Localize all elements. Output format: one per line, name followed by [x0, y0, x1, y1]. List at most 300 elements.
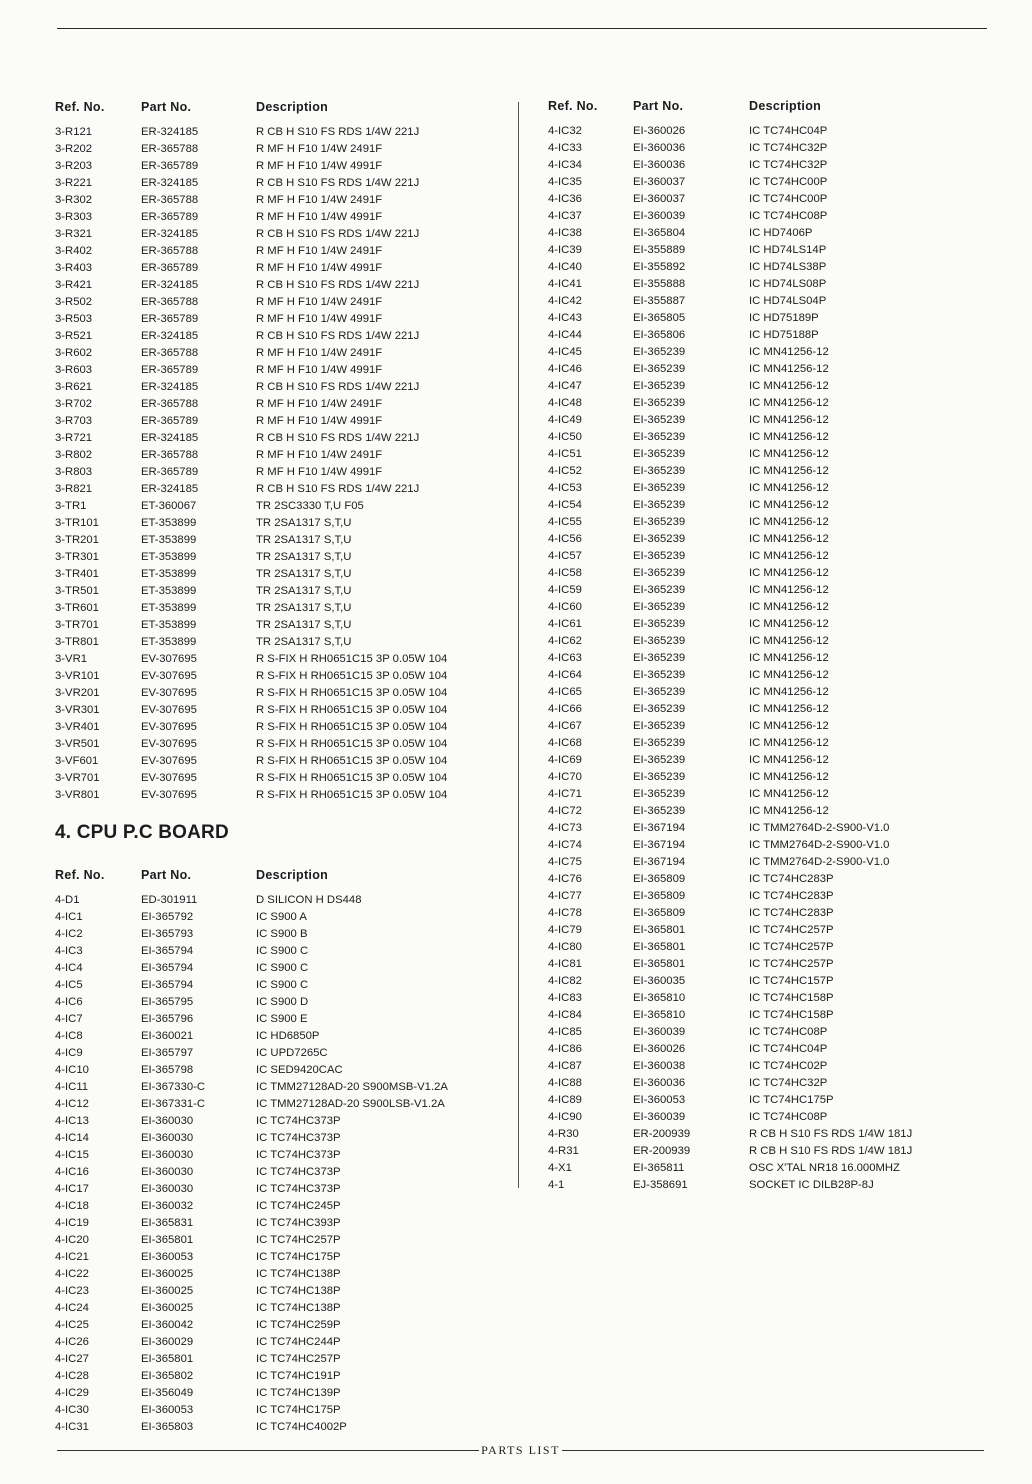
table-row	[55, 685, 495, 702]
description: IC TC74HC257P	[749, 958, 834, 970]
description: IC TC74HC373P	[256, 1132, 341, 1144]
table-row	[548, 242, 978, 259]
table-row	[55, 943, 495, 960]
ref-no: 3-VR201	[55, 687, 100, 699]
description: R MF H F10 1/4W 2491F	[256, 296, 383, 308]
part-no: EI-365802	[141, 1370, 194, 1382]
description: R CB H S10 FS RDS 1/4W 221J	[256, 126, 420, 138]
part-no: ET-353899	[141, 551, 197, 563]
part-no: EI-365801	[633, 958, 686, 970]
table-row	[548, 140, 978, 157]
description: R CB H S10 FS RDS 1/4W 181J	[749, 1128, 913, 1140]
ref-no: 4-IC33	[548, 142, 582, 154]
part-no: ET-353899	[141, 636, 197, 648]
table-row	[548, 276, 978, 293]
description: IC TC74HC08P	[749, 1026, 828, 1038]
description: IC MN41256-12	[749, 584, 829, 596]
ref-no: 4-IC62	[548, 635, 582, 647]
header-part: Part No.	[141, 100, 192, 114]
cpu-header	[55, 868, 495, 884]
description: IC TC74HC139P	[256, 1387, 341, 1399]
ref-no: 4-IC16	[55, 1166, 89, 1178]
table-row	[548, 735, 978, 752]
ref-no: 4-IC40	[548, 261, 582, 273]
part-no: ER-365788	[141, 296, 199, 308]
part-no: EI-365239	[633, 686, 686, 698]
description: R S-FIX H RH0651C15 3P 0.05W 104	[256, 789, 448, 801]
ref-no: 4-IC2	[55, 928, 83, 940]
description: TR 2SA1317 S,T,U	[256, 534, 352, 546]
description: IC TC74HC138P	[256, 1285, 341, 1297]
table-row	[548, 208, 978, 225]
description: IC MN41256-12	[749, 805, 829, 817]
part-no: EI-360030	[141, 1115, 194, 1127]
part-no: EI-365239	[633, 788, 686, 800]
table-row	[55, 345, 495, 362]
description: TR 2SA1317 S,T,U	[256, 568, 352, 580]
ref-no: 4-IC65	[548, 686, 582, 698]
description: R MF H F10 1/4W 4991F	[256, 313, 383, 325]
table-row	[55, 566, 495, 583]
part-no: EV-307695	[141, 687, 197, 699]
ref-no: 4-IC37	[548, 210, 582, 222]
description: IC MN41256-12	[749, 669, 829, 681]
part-no: ER-365789	[141, 415, 199, 427]
ref-no: 4-IC43	[548, 312, 582, 324]
description: IC MN41256-12	[749, 380, 829, 392]
table-row	[548, 973, 978, 990]
ref-no: 4-1	[548, 1179, 565, 1191]
part-no: ET-353899	[141, 534, 197, 546]
part-no: EI-365801	[633, 924, 686, 936]
part-no: EI-365797	[141, 1047, 194, 1059]
table-row	[548, 1024, 978, 1041]
description: IC TC74HC257P	[749, 941, 834, 953]
part-no: ER-365789	[141, 211, 199, 223]
part-no: EI-365794	[141, 945, 194, 957]
ref-no: 4-IC84	[548, 1009, 582, 1021]
table-row	[55, 481, 495, 498]
part-no: ER-324185	[141, 228, 199, 240]
part-no: EI-365801	[141, 1234, 194, 1246]
part-no: EI-360035	[633, 975, 686, 987]
description: IC TC74HC32P	[749, 142, 828, 154]
description: IC MN41256-12	[749, 652, 829, 664]
ref-no: 3-R403	[55, 262, 93, 274]
part-no: EI-360042	[141, 1319, 194, 1331]
table-row	[55, 1215, 495, 1232]
description: IC TC74HC373P	[256, 1115, 341, 1127]
description: IC HD7406P	[749, 227, 813, 239]
table-row	[55, 617, 495, 634]
part-no: EI-367194	[633, 839, 686, 851]
ref-no: 3-R821	[55, 483, 93, 495]
description: IC TMM27128AD-20 S900LSB-V1.2A	[256, 1098, 445, 1110]
table-row	[548, 412, 978, 429]
ref-no: 4-IC8	[55, 1030, 83, 1042]
table-row	[55, 1402, 495, 1419]
description: IC HD74LS14P	[749, 244, 827, 256]
part-no: ER-324185	[141, 126, 199, 138]
table-row	[548, 701, 978, 718]
ref-no: 4-IC83	[548, 992, 582, 1004]
part-no: EI-365810	[633, 1009, 686, 1021]
header-part: Part No.	[633, 99, 684, 113]
ref-no: 4-IC71	[548, 788, 582, 800]
table-row	[55, 1232, 495, 1249]
description: IC TC74HC138P	[256, 1268, 341, 1280]
part-no: ER-365788	[141, 347, 199, 359]
table-row	[548, 548, 978, 565]
part-no: EI-365811	[633, 1162, 685, 1174]
table-row	[55, 413, 495, 430]
table-row	[55, 549, 495, 566]
description: IC HD74LS04P	[749, 295, 827, 307]
table-row	[55, 651, 495, 668]
part-no: EI-355889	[633, 244, 686, 256]
description: R MF H F10 1/4W 2491F	[256, 245, 383, 257]
ref-no: 3-VR1	[55, 653, 88, 665]
ref-no: 3-R802	[55, 449, 93, 461]
ref-no: 4-IC7	[55, 1013, 83, 1025]
table-row	[55, 498, 495, 515]
table-row	[55, 226, 495, 243]
table-row	[548, 939, 978, 956]
part-no: EI-360037	[633, 176, 686, 188]
part-no: ER-324185	[141, 381, 199, 393]
part-no: ER-324185	[141, 279, 199, 291]
part-no: EI-365239	[633, 635, 686, 647]
table-row	[55, 1419, 495, 1436]
ref-no: 4-IC1	[55, 911, 83, 923]
ref-no: 4-IC26	[55, 1336, 89, 1348]
part-no: EI-365239	[633, 720, 686, 732]
part-no: EI-360030	[141, 1166, 194, 1178]
table-row	[548, 650, 978, 667]
table-row	[548, 174, 978, 191]
part-no: EI-365831	[141, 1217, 194, 1229]
part-no: ER-365789	[141, 313, 199, 325]
table-row	[548, 565, 978, 582]
table-row	[55, 1011, 495, 1028]
description: IC MN41256-12	[749, 686, 829, 698]
part-no: EI-365809	[633, 890, 686, 902]
part-no: EI-365239	[633, 482, 686, 494]
table-row	[55, 994, 495, 1011]
header-part: Part No.	[141, 868, 192, 882]
table-row	[548, 191, 978, 208]
cpu-parts-list	[55, 892, 495, 1436]
part-no: ER-200939	[633, 1145, 691, 1157]
ref-no: 4-IC82	[548, 975, 582, 987]
ref-no: 4-IC19	[55, 1217, 89, 1229]
ref-no: 3-R221	[55, 177, 93, 189]
part-no: EI-365239	[633, 380, 686, 392]
part-no: EI-365239	[633, 414, 686, 426]
table-row	[548, 395, 978, 412]
table-row	[55, 1113, 495, 1130]
description: R MF H F10 1/4W 2491F	[256, 398, 383, 410]
ref-no: 4-IC24	[55, 1302, 89, 1314]
table-row	[55, 926, 495, 943]
part-no: EI-360053	[633, 1094, 686, 1106]
footer-title: PARTS LIST	[481, 1443, 560, 1457]
description: IC TC74HC02P	[749, 1060, 828, 1072]
table-row	[548, 378, 978, 395]
description: R MF H F10 1/4W 2491F	[256, 449, 383, 461]
part-no: ER-365789	[141, 262, 199, 274]
ref-no: 4-IC10	[55, 1064, 89, 1076]
ref-no: 4-IC81	[548, 958, 582, 970]
table-row	[55, 719, 495, 736]
ref-no: 4-IC22	[55, 1268, 89, 1280]
ref-no: 4-IC56	[548, 533, 582, 545]
description: OSC X'TAL NR18 16.000MHZ	[749, 1162, 900, 1174]
description: IC TMM2764D-2-S900-V1.0	[749, 839, 890, 851]
description: R S-FIX H RH0651C15 3P 0.05W 104	[256, 670, 448, 682]
table-row	[548, 582, 978, 599]
ref-no: 4-IC59	[548, 584, 582, 596]
ref-no: 3-VR301	[55, 704, 100, 716]
ref-no: 4-X1	[548, 1162, 572, 1174]
ref-no: 3-R503	[55, 313, 93, 325]
table-row	[55, 1385, 495, 1402]
ref-no: 4-IC5	[55, 979, 83, 991]
description: IC MN41256-12	[749, 397, 829, 409]
ref-no: 3-R602	[55, 347, 93, 359]
table-row	[548, 429, 978, 446]
ref-no: 3-R621	[55, 381, 93, 393]
part-no: EI-365239	[633, 465, 686, 477]
table-row	[548, 1041, 978, 1058]
ref-no: 4-IC6	[55, 996, 83, 1008]
description: IC TC74HC00P	[749, 176, 828, 188]
table-row	[548, 1058, 978, 1075]
right-parts-list	[548, 123, 978, 1194]
table-row	[548, 616, 978, 633]
ref-no: 4-IC68	[548, 737, 582, 749]
description: IC MN41256-12	[749, 771, 829, 783]
ref-no: 4-IC42	[548, 295, 582, 307]
table-row	[548, 293, 978, 310]
table-row	[55, 1130, 495, 1147]
ref-no: 4-IC45	[548, 346, 582, 358]
ref-no: 4-IC69	[548, 754, 582, 766]
part-no: EI-360025	[141, 1268, 194, 1280]
part-no: EJ-358691	[633, 1179, 688, 1191]
description: IC MN41256-12	[749, 754, 829, 766]
ref-no: 3-R121	[55, 126, 93, 138]
ref-no: 4-IC9	[55, 1047, 83, 1059]
description: IC TC74HC4002P	[256, 1421, 347, 1433]
part-no: EI-360036	[633, 159, 686, 171]
table-row	[548, 225, 978, 242]
ref-no: 4-D1	[55, 894, 80, 906]
ref-no: 4-IC88	[548, 1077, 582, 1089]
part-no: EI-360030	[141, 1149, 194, 1161]
table-row	[55, 192, 495, 209]
part-no: EI-365239	[633, 618, 686, 630]
ref-no: 4-IC80	[548, 941, 582, 953]
table-row	[55, 1300, 495, 1317]
ref-no: 4-IC52	[548, 465, 582, 477]
ref-no: 3-TR401	[55, 568, 99, 580]
ref-no: 3-VR401	[55, 721, 100, 733]
part-no: EI-360030	[141, 1183, 194, 1195]
part-no: EI-365239	[633, 737, 686, 749]
part-no: ET-353899	[141, 602, 197, 614]
table-row	[55, 328, 495, 345]
footer	[57, 1443, 984, 1458]
part-no: EI-360053	[141, 1251, 194, 1263]
ref-no: 3-TR301	[55, 551, 99, 563]
table-row	[55, 1028, 495, 1045]
ref-no: 4-IC39	[548, 244, 582, 256]
table-row	[548, 871, 978, 888]
part-no: EI-360039	[633, 210, 686, 222]
ref-no: 4-IC38	[548, 227, 582, 239]
part-no: EI-365794	[141, 979, 194, 991]
table-row	[548, 990, 978, 1007]
ref-no: 3-TR801	[55, 636, 99, 648]
ref-no: 4-IC77	[548, 890, 582, 902]
table-row	[548, 786, 978, 803]
part-no: ER-324185	[141, 177, 199, 189]
table-row	[55, 277, 495, 294]
description: IC TC74HC158P	[749, 1009, 834, 1021]
description: R MF H F10 1/4W 4991F	[256, 364, 383, 376]
description: IC TC74HC373P	[256, 1149, 341, 1161]
part-no: EI-360039	[633, 1026, 686, 1038]
table-row	[548, 514, 978, 531]
ref-no: 4-IC36	[548, 193, 582, 205]
ref-no: 4-IC35	[548, 176, 582, 188]
part-no: ET-360067	[141, 500, 197, 512]
table-row	[55, 1368, 495, 1385]
description: R CB H S10 FS RDS 1/4W 221J	[256, 330, 420, 342]
ref-no: 4-IC76	[548, 873, 582, 885]
description: R CB H S10 FS RDS 1/4W 181J	[749, 1145, 913, 1157]
table-row	[55, 209, 495, 226]
description: TR 2SA1317 S,T,U	[256, 619, 352, 631]
part-no: EI-365796	[141, 1013, 194, 1025]
table-row	[55, 1062, 495, 1079]
table-row	[548, 1075, 978, 1092]
part-no: EI-360021	[141, 1030, 194, 1042]
description: R CB H S10 FS RDS 1/4W 221J	[256, 432, 420, 444]
table-row	[55, 1351, 495, 1368]
table-row	[548, 259, 978, 276]
description: IC MN41256-12	[749, 499, 829, 511]
description: R S-FIX H RH0651C15 3P 0.05W 104	[256, 653, 448, 665]
description: R MF H F10 1/4W 2491F	[256, 194, 383, 206]
part-no: EV-307695	[141, 670, 197, 682]
description: R CB H S10 FS RDS 1/4W 221J	[256, 279, 420, 291]
table-row	[548, 718, 978, 735]
part-no: ET-353899	[141, 568, 197, 580]
table-row	[55, 1334, 495, 1351]
table-row	[55, 396, 495, 413]
part-no: EI-360037	[633, 193, 686, 205]
part-no: ER-324185	[141, 483, 199, 495]
table-row	[55, 600, 495, 617]
part-no: ER-365789	[141, 364, 199, 376]
table-row	[548, 1007, 978, 1024]
table-row	[55, 1181, 495, 1198]
ref-no: 3-R321	[55, 228, 93, 240]
ref-no: 4-IC34	[548, 159, 582, 171]
part-no: EI-365806	[633, 329, 686, 341]
ref-no: 3-R421	[55, 279, 93, 291]
description: TR 2SC3330 T,U F05	[256, 500, 364, 512]
description: IC TC74HC32P	[749, 1077, 828, 1089]
description: IC MN41256-12	[749, 346, 829, 358]
ref-no: 4-IC74	[548, 839, 582, 851]
ref-no: 4-IC72	[548, 805, 582, 817]
table-row	[55, 311, 495, 328]
ref-no: 3-TR701	[55, 619, 99, 631]
part-no: EI-365805	[633, 312, 686, 324]
header-ref: Ref. No.	[55, 868, 105, 882]
description: IC MN41256-12	[749, 533, 829, 545]
ref-no: 4-IC11	[55, 1081, 89, 1093]
ref-no: 4-IC49	[548, 414, 582, 426]
part-no: EI-360025	[141, 1285, 194, 1297]
table-row	[548, 446, 978, 463]
part-no: EI-365809	[633, 873, 686, 885]
ref-no: 3-R721	[55, 432, 93, 444]
ref-no: 3-VR701	[55, 772, 100, 784]
part-no: EI-365794	[141, 962, 194, 974]
part-no: EI-365239	[633, 533, 686, 545]
ref-no: 4-R31	[548, 1145, 579, 1157]
description: IC TC74HC00P	[749, 193, 828, 205]
part-no: EV-307695	[141, 653, 197, 665]
table-row	[55, 1283, 495, 1300]
table-row	[55, 1198, 495, 1215]
ref-no: 4-IC17	[55, 1183, 89, 1195]
ref-no: 4-IC4	[55, 962, 83, 974]
header-desc: Description	[256, 868, 329, 882]
ref-no: 4-IC28	[55, 1370, 89, 1382]
part-no: EI-367194	[633, 822, 686, 834]
table-row	[55, 770, 495, 787]
description: IC TC74HC175P	[749, 1094, 834, 1106]
ref-no: 3-TR101	[55, 517, 99, 529]
description: IC MN41256-12	[749, 567, 829, 579]
description: R CB H S10 FS RDS 1/4W 221J	[256, 483, 420, 495]
part-no: EI-365809	[633, 907, 686, 919]
top-rule	[57, 28, 987, 29]
description: IC TC74HC244P	[256, 1336, 341, 1348]
description: D SILICON H DS448	[256, 894, 362, 906]
description: IC TC74HC175P	[256, 1404, 341, 1416]
part-no: EI-360036	[633, 142, 686, 154]
part-no: EI-365239	[633, 584, 686, 596]
part-no: EI-360026	[633, 125, 686, 137]
part-no: EV-307695	[141, 789, 197, 801]
ref-no: 4-IC15	[55, 1149, 89, 1161]
part-no: ER-200939	[633, 1128, 691, 1140]
ref-no: 4-IC75	[548, 856, 582, 868]
ref-no: 4-IC23	[55, 1285, 89, 1297]
ref-no: 3-VF601	[55, 755, 99, 767]
description: IC MN41256-12	[749, 635, 829, 647]
table-row	[55, 960, 495, 977]
ref-no: 3-R703	[55, 415, 93, 427]
part-no: EI-365239	[633, 754, 686, 766]
ref-no: 3-R702	[55, 398, 93, 410]
